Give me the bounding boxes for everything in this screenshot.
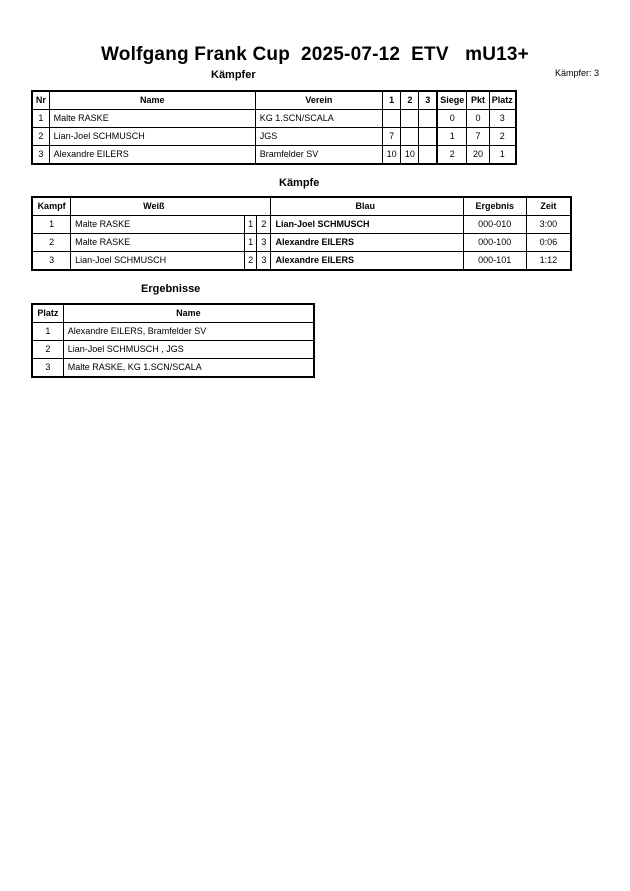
fight-result: 000-010	[463, 216, 526, 234]
result-place: 3	[32, 359, 63, 378]
fight-time: 3:00	[526, 216, 571, 234]
fighter-wins: 1	[437, 128, 467, 146]
fight-white-name: Malte RASKE	[71, 234, 245, 252]
fighter-name: Lian-Joel SCHMUSCH	[49, 128, 255, 146]
result-name: Lian-Joel SCHMUSCH , JGS	[63, 341, 314, 359]
table-row	[32, 341, 314, 359]
fighter-points: 7	[467, 128, 489, 146]
fighter-count-label: Kämpfer:	[554, 68, 592, 78]
fight-blue-name: Alexandre EILERS	[271, 252, 463, 271]
fighter-place: 3	[489, 110, 516, 128]
col-round-1: 1	[383, 91, 401, 110]
fighter-round-2: 10	[401, 146, 419, 165]
fighter-nr: 2	[32, 128, 49, 146]
table-row	[32, 323, 314, 341]
fighter-round-3	[419, 146, 437, 165]
table-row	[32, 146, 516, 165]
table-row	[32, 110, 516, 128]
table-row	[32, 359, 314, 378]
col-place: Platz	[489, 91, 516, 110]
page-title: Wolfgang Frank Cup 2025-07-12 ETV mU13+	[101, 44, 529, 65]
fighter-count	[555, 68, 599, 78]
results-table	[31, 303, 315, 378]
fights-heading: Kämpfe	[279, 177, 320, 189]
fighter-place: 1	[489, 146, 516, 165]
fight-white-name: Lian-Joel SCHMUSCH	[71, 252, 245, 271]
result-place: 2	[32, 341, 63, 359]
fight-no: 1	[32, 216, 71, 234]
result-name: Malte RASKE, KG 1.SCN/SCALA	[63, 359, 314, 378]
col-fight: Kampf	[32, 197, 71, 216]
fighter-wins: 2	[437, 146, 467, 165]
fight-blue-nr: 3	[257, 252, 271, 271]
col-rank: Platz	[32, 304, 63, 323]
table-row	[32, 216, 571, 234]
table-row	[32, 252, 571, 271]
fight-no: 2	[32, 234, 71, 252]
result-name: Alexandre EILERS, Bramfelder SV	[63, 323, 314, 341]
fight-result: 000-101	[463, 252, 526, 271]
col-name: Name	[49, 91, 255, 110]
fighter-round-1: 7	[383, 128, 401, 146]
col-wins: Siege	[437, 91, 467, 110]
fighter-round-2	[401, 128, 419, 146]
fight-white-nr: 2	[245, 252, 257, 271]
col-round-3: 3	[419, 91, 437, 110]
col-points: Pkt	[467, 91, 489, 110]
table-row	[32, 234, 571, 252]
fighter-points: 20	[467, 146, 489, 165]
fighters-heading: Kämpfer	[211, 69, 256, 81]
table-row	[32, 128, 516, 146]
fight-blue-nr: 2	[257, 216, 271, 234]
fighter-club: Bramfelder SV	[255, 146, 382, 165]
fight-blue-name: Alexandre EILERS	[271, 234, 463, 252]
results-header-row	[32, 304, 314, 323]
col-time: Zeit	[526, 197, 571, 216]
result-place: 1	[32, 323, 63, 341]
fighter-round-2	[401, 110, 419, 128]
fighter-count-value: 3	[593, 68, 599, 78]
fighters-table	[31, 90, 517, 165]
fights-header-row	[32, 197, 571, 216]
fight-white-nr: 1	[245, 234, 257, 252]
fight-time: 0:06	[526, 234, 571, 252]
fighter-points: 0	[467, 110, 489, 128]
fighter-nr: 1	[32, 110, 49, 128]
fighter-place: 2	[489, 128, 516, 146]
col-nr: Nr	[32, 91, 49, 110]
fighter-name: Alexandre EILERS	[49, 146, 255, 165]
fight-white-nr: 1	[245, 216, 257, 234]
col-result-name: Name	[63, 304, 314, 323]
fights-table	[31, 196, 572, 271]
col-club: Verein	[255, 91, 382, 110]
fighter-club: KG 1.SCN/SCALA	[255, 110, 382, 128]
fight-time: 1:12	[526, 252, 571, 271]
col-result: Ergebnis	[463, 197, 526, 216]
fighter-round-1: 10	[383, 146, 401, 165]
fighter-nr: 3	[32, 146, 49, 165]
fighter-club: JGS	[255, 128, 382, 146]
col-round-2: 2	[401, 91, 419, 110]
fight-white-name: Malte RASKE	[71, 216, 245, 234]
results-heading: Ergebnisse	[141, 283, 201, 295]
fighter-name: Malte RASKE	[49, 110, 255, 128]
fight-result: 000-100	[463, 234, 526, 252]
fight-blue-name: Lian-Joel SCHMUSCH	[271, 216, 463, 234]
fight-blue-nr: 3	[257, 234, 271, 252]
fighters-header-row	[32, 91, 516, 110]
fighter-round-3	[419, 110, 437, 128]
fighter-round-1	[383, 110, 401, 128]
fighter-round-3	[419, 128, 437, 146]
fight-no: 3	[32, 252, 71, 271]
fighter-wins: 0	[437, 110, 467, 128]
col-white: Weiß	[71, 197, 271, 216]
col-blue: Blau	[271, 197, 463, 216]
